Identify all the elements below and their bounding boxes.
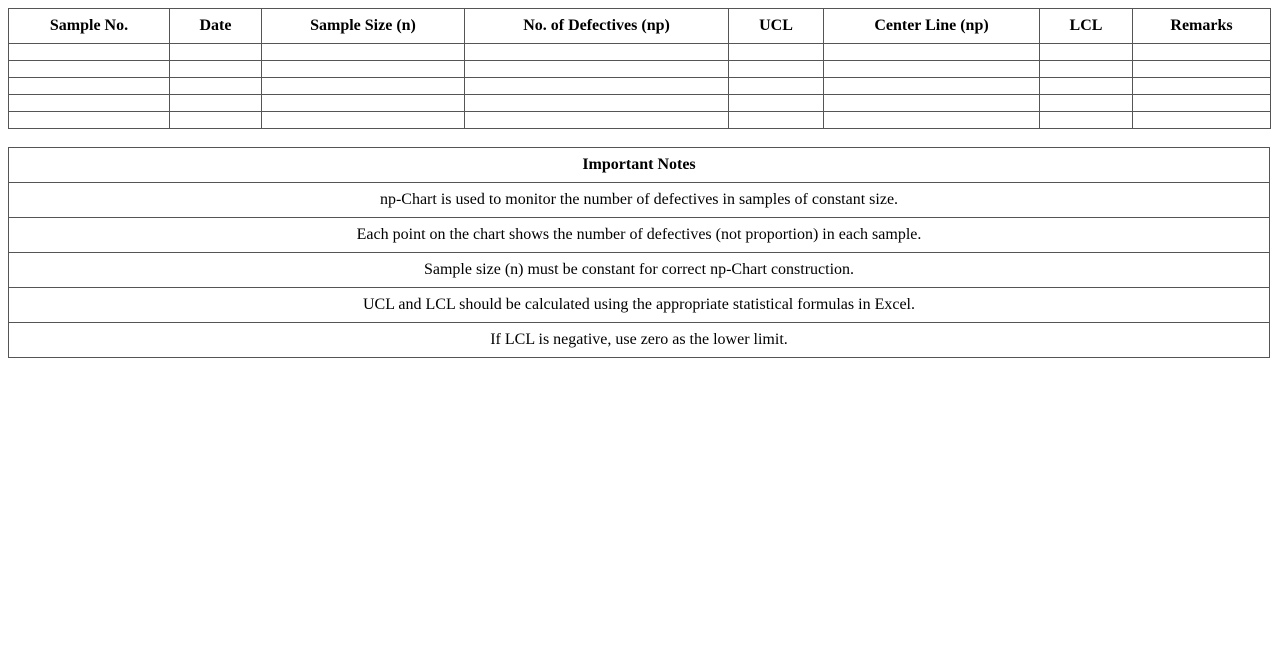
notes-title: Important Notes: [9, 148, 1270, 183]
header-date: Date: [170, 9, 262, 44]
table-cell[interactable]: [262, 78, 465, 95]
table-cell[interactable]: [170, 44, 262, 61]
table-cell[interactable]: [170, 95, 262, 112]
note-row: [9, 183, 1270, 218]
table-cell[interactable]: [170, 78, 262, 95]
note-row: [9, 218, 1270, 253]
table-cell[interactable]: [1133, 112, 1271, 129]
table-row: [9, 61, 1271, 78]
table-cell[interactable]: [262, 44, 465, 61]
header-sample-size: Sample Size (n): [262, 9, 465, 44]
table-cell[interactable]: [9, 61, 170, 78]
table-cell[interactable]: [1040, 112, 1133, 129]
header-remarks: Remarks: [1133, 9, 1271, 44]
note-row: [9, 288, 1270, 323]
table-row: [9, 44, 1271, 61]
table-cell[interactable]: [729, 112, 824, 129]
table-cell[interactable]: [1040, 78, 1133, 95]
table-cell[interactable]: [729, 95, 824, 112]
table-cell[interactable]: [1040, 61, 1133, 78]
table-cell[interactable]: [465, 78, 729, 95]
note-row: [9, 253, 1270, 288]
document-page: [8, 8, 1270, 358]
table-row: [9, 78, 1271, 95]
header-sample-no: Sample No.: [9, 9, 170, 44]
table-cell[interactable]: [9, 112, 170, 129]
note-item: Sample size (n) must be constant for correct np-Chart construction.: [9, 253, 1270, 288]
table-header-row: [9, 9, 1271, 44]
note-item: UCL and LCL should be calculated using the appropriate statistical formulas in Excel.: [9, 288, 1270, 323]
table-cell[interactable]: [9, 44, 170, 61]
table-cell[interactable]: [824, 95, 1040, 112]
table-cell[interactable]: [262, 95, 465, 112]
table-cell[interactable]: [824, 112, 1040, 129]
table-cell[interactable]: [465, 95, 729, 112]
table-cell[interactable]: [1040, 44, 1133, 61]
np-chart-log-table: [8, 8, 1271, 129]
table-cell[interactable]: [1133, 78, 1271, 95]
table-cell[interactable]: [262, 112, 465, 129]
table-cell[interactable]: [465, 44, 729, 61]
table-cell[interactable]: [824, 44, 1040, 61]
table-cell[interactable]: [1133, 61, 1271, 78]
table-cell[interactable]: [170, 112, 262, 129]
table-cell[interactable]: [465, 112, 729, 129]
table-cell[interactable]: [1133, 95, 1271, 112]
notes-header-row: [9, 148, 1270, 183]
note-item: np-Chart is used to monitor the number of defectives in samples of constant size.: [9, 183, 1270, 218]
header-ucl: UCL: [729, 9, 824, 44]
table-cell[interactable]: [9, 95, 170, 112]
table-cell[interactable]: [1133, 44, 1271, 61]
table-cell[interactable]: [729, 78, 824, 95]
table-cell[interactable]: [9, 78, 170, 95]
table-row: [9, 95, 1271, 112]
note-item: If LCL is negative, use zero as the lower limit.: [9, 323, 1270, 358]
table-cell[interactable]: [824, 78, 1040, 95]
header-center-line: Center Line (np): [824, 9, 1040, 44]
table-row: [9, 112, 1271, 129]
table-cell[interactable]: [465, 61, 729, 78]
table-cell[interactable]: [170, 61, 262, 78]
table-cell[interactable]: [729, 61, 824, 78]
header-defectives: No. of Defectives (np): [465, 9, 729, 44]
note-row: [9, 323, 1270, 358]
table-cell[interactable]: [262, 61, 465, 78]
table-cell[interactable]: [1040, 95, 1133, 112]
table-cell[interactable]: [824, 61, 1040, 78]
header-lcl: LCL: [1040, 9, 1133, 44]
table-cell[interactable]: [729, 44, 824, 61]
note-item: Each point on the chart shows the number of defectives (not proportion) in each sample.: [9, 218, 1270, 253]
important-notes-table: [8, 147, 1270, 358]
